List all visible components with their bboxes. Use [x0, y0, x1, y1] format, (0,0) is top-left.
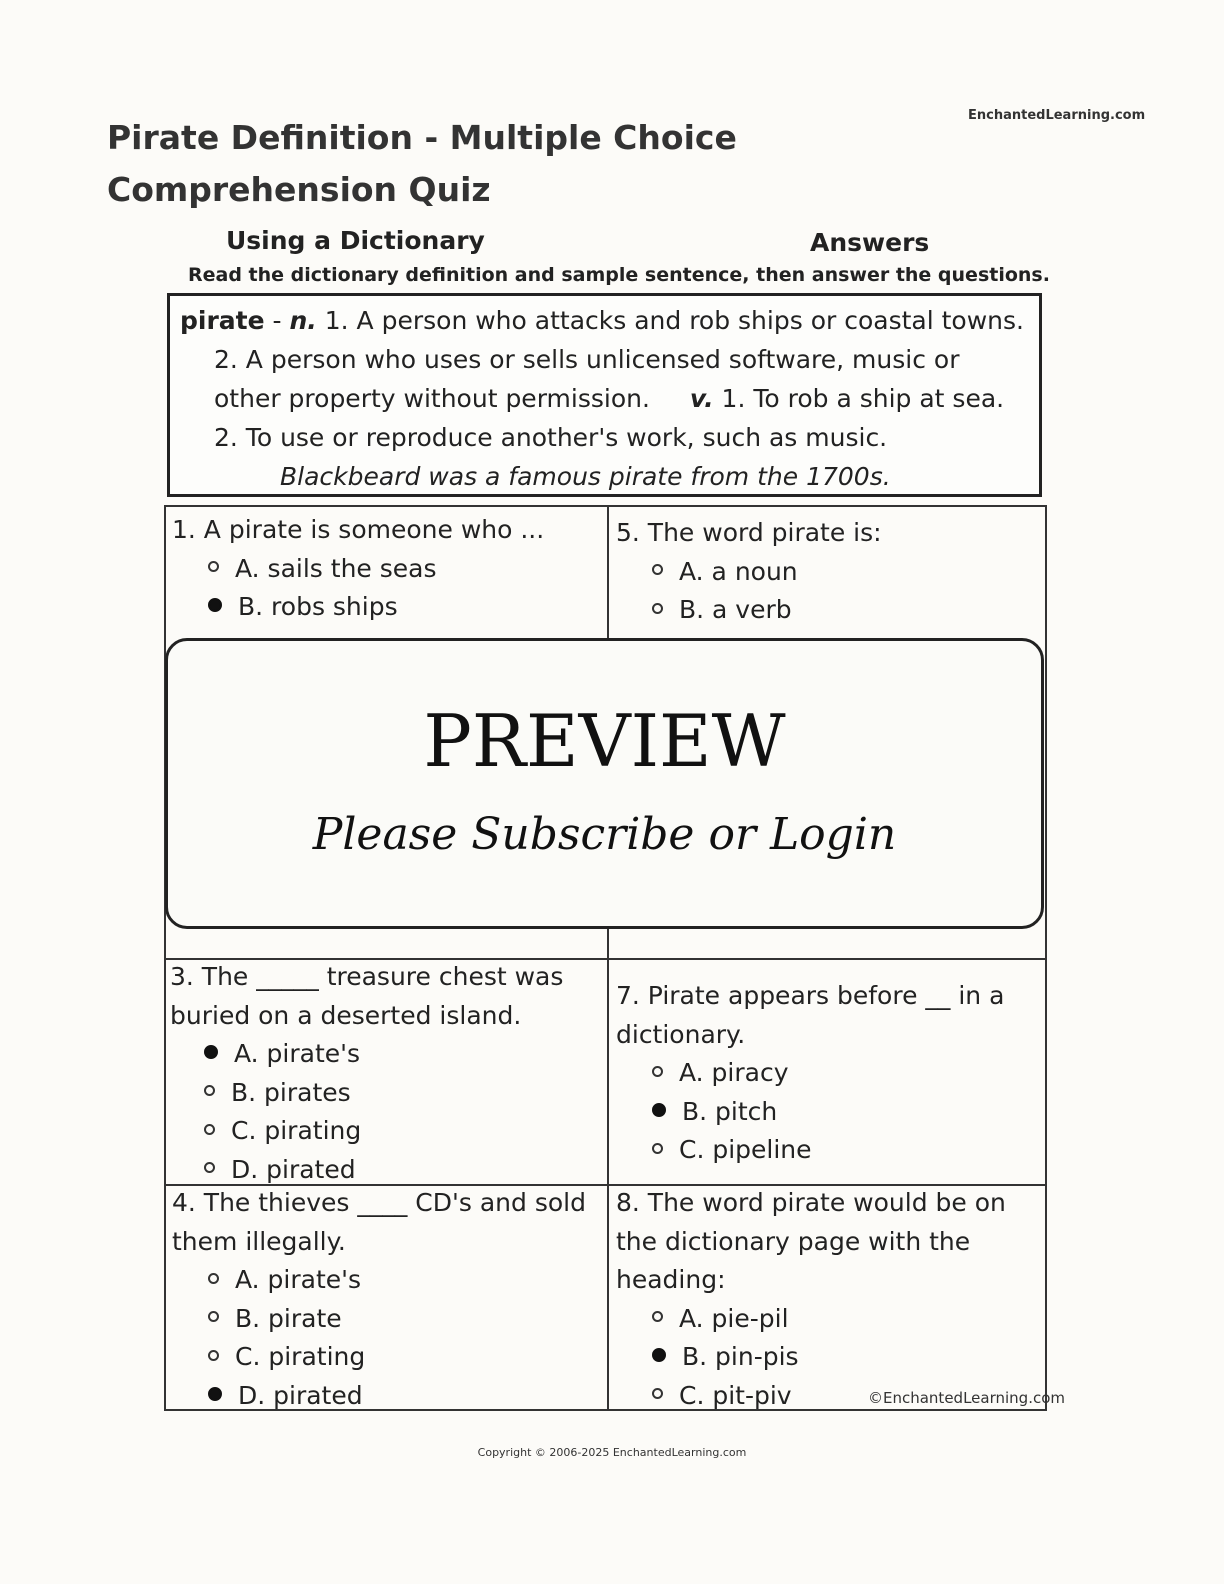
option-label: A. a noun — [679, 556, 798, 586]
copyright-footer: Copyright © 2006-2025 EnchantedLearning.com — [477, 1446, 747, 1459]
question-text: 4. The thieves ____ CD's and sold — [172, 1188, 586, 1217]
option-b[interactable] — [616, 1093, 1004, 1132]
option-c[interactable] — [170, 1112, 563, 1151]
question-text: the dictionary page with the — [616, 1226, 971, 1256]
radio-icon[interactable] — [652, 564, 663, 575]
radio-icon[interactable] — [652, 1066, 663, 1077]
definition-line-1: pirate - n. 1. A person who attacks and rob ships or coastal towns. — [180, 306, 1024, 335]
option-c[interactable] — [172, 1338, 586, 1377]
option-b[interactable] — [170, 1074, 563, 1113]
question-8 — [616, 1184, 1006, 1415]
subscribe-login-link[interactable]: Please Subscribe or Login — [312, 809, 897, 860]
verb-def-1: 1. To rob a ship at sea. — [721, 384, 1005, 413]
question-text: 5. The word pirate is: — [616, 518, 882, 547]
question-4 — [172, 1184, 586, 1415]
noun-def-2b: other property without permission. — [214, 384, 650, 413]
option-label: A. pirate's — [235, 1265, 362, 1294]
site-name[interactable]: EnchantedLearning.com — [968, 108, 1146, 123]
radio-icon[interactable] — [208, 1350, 219, 1361]
option-b[interactable] — [616, 591, 882, 630]
radio-icon[interactable] — [208, 1273, 219, 1284]
question-text: them illegally. — [172, 1226, 346, 1256]
radio-icon[interactable] — [652, 1143, 663, 1154]
option-c[interactable] — [616, 1131, 1004, 1170]
option-b[interactable] — [172, 588, 544, 627]
question-text: dictionary. — [616, 1019, 746, 1049]
option-label: A. pie-pil — [679, 1303, 789, 1333]
definition-line-3 — [214, 384, 1004, 413]
noun-def-2a: 2. A person who uses or sells unlicensed software, music or — [214, 345, 960, 374]
verb-pos: v. — [689, 384, 714, 413]
option-a[interactable] — [616, 1054, 1004, 1093]
radio-icon[interactable] — [652, 1311, 663, 1322]
radio-selected-icon[interactable] — [652, 1103, 666, 1117]
option-a[interactable] — [170, 1035, 563, 1074]
option-label: B. pirate — [235, 1303, 342, 1333]
option-label: B. robs ships — [238, 592, 398, 621]
radio-icon[interactable] — [204, 1085, 215, 1096]
radio-icon[interactable] — [208, 561, 219, 572]
page-title: Pirate Definition - Multiple Choice Comprehension Quiz — [107, 118, 737, 209]
radio-selected-icon[interactable] — [204, 1045, 218, 1059]
option-label: A. pirate's — [234, 1039, 361, 1068]
question-3 — [170, 958, 563, 1189]
question-text: 7. Pirate appears before __ in a — [616, 981, 1005, 1010]
option-a[interactable] — [616, 553, 882, 592]
question-7 — [616, 977, 1004, 1170]
worksheet-watermark: ©EnchantedLearning.com — [868, 1389, 1065, 1407]
instructions: Read the dictionary definition and sample sentence, then answer the questions. — [188, 264, 1050, 286]
option-label: C. pipeline — [679, 1135, 812, 1164]
radio-icon[interactable] — [204, 1124, 215, 1135]
question-text: 8. The word pirate would be on — [616, 1188, 1006, 1217]
question-text: buried on a deserted island. — [170, 1000, 522, 1030]
worksheet-heading: Using a Dictionary — [226, 226, 485, 255]
option-label: B. pin-pis — [682, 1342, 799, 1371]
entry-word: pirate — [180, 306, 265, 335]
question-text: 3. The _____ treasure chest was — [170, 962, 564, 991]
radio-selected-icon[interactable] — [208, 1387, 222, 1401]
option-b[interactable] — [172, 1300, 586, 1339]
noun-pos: n. — [289, 306, 317, 335]
option-label: D. pirated — [231, 1154, 356, 1184]
preview-title: PREVIEW — [423, 699, 786, 783]
question-text: heading: — [616, 1265, 726, 1294]
question-1 — [172, 511, 544, 627]
verb-def-2: 2. To use or reproduce another's work, such as music. — [214, 423, 888, 452]
radio-icon[interactable] — [208, 1311, 219, 1322]
option-a[interactable] — [616, 1300, 1006, 1339]
option-a[interactable] — [172, 550, 544, 589]
option-b[interactable] — [616, 1338, 1006, 1377]
option-label: B. pirates — [231, 1077, 351, 1107]
question-5 — [616, 514, 882, 630]
answers-label: Answers — [810, 228, 930, 257]
option-label: C. pirating — [235, 1342, 366, 1371]
option-label: C. pit-piv — [679, 1380, 792, 1410]
definition-box — [167, 293, 1042, 497]
noun-def-1: 1. A person who attacks and rob ships or coastal towns. — [324, 306, 1024, 335]
radio-icon[interactable] — [204, 1162, 215, 1173]
option-label: D. pirated — [238, 1380, 363, 1410]
radio-icon[interactable] — [652, 1388, 663, 1399]
radio-selected-icon[interactable] — [208, 598, 222, 612]
radio-selected-icon[interactable] — [652, 1348, 666, 1362]
radio-icon[interactable] — [652, 603, 663, 614]
option-d[interactable] — [172, 1377, 586, 1416]
option-label: A. piracy — [679, 1058, 789, 1087]
preview-overlay[interactable] — [165, 638, 1044, 929]
option-a[interactable] — [172, 1261, 586, 1300]
option-label: C. pirating — [231, 1116, 362, 1145]
option-label: A. sails the seas — [235, 553, 437, 583]
option-label: B. pitch — [682, 1096, 778, 1126]
option-label: B. a verb — [679, 595, 792, 624]
sample-sentence: Blackbeard was a famous pirate from the 1700s. — [280, 462, 891, 491]
question-text: 1. A pirate is someone who ... — [172, 515, 545, 544]
